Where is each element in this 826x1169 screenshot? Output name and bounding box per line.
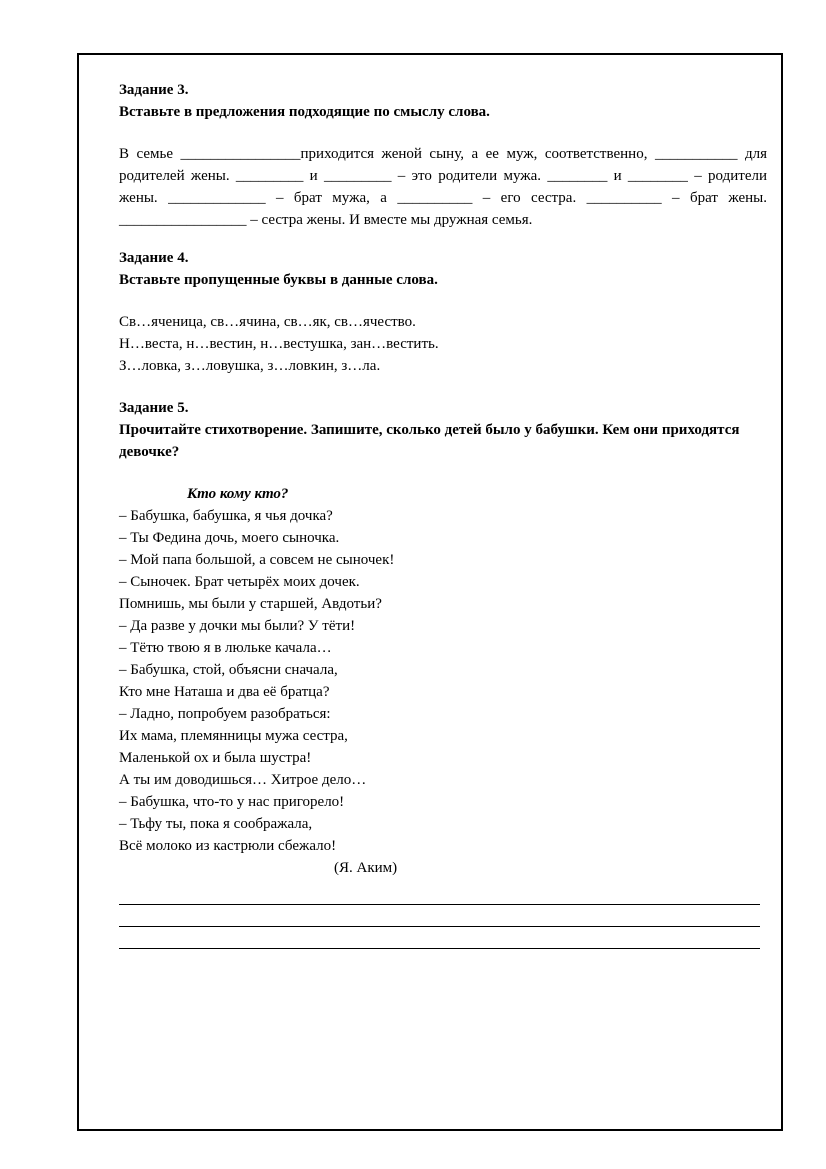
answer-line[interactable] [119,883,760,905]
worksheet [119,79,767,949]
poem-title: Кто кому кто? [187,486,289,502]
task3-title: Задание 3. [119,82,189,98]
task4-word-line: З…ловка, з…ловушка, з…ловкин, з…ла. [119,358,381,374]
poem-line: – Бабушка, бабушка, я чья дочка? [119,508,333,524]
poem-line: – Да разве у дочки мы были? У тёти! [119,618,356,634]
task3-text: В семье ________________приходится женой сыну, а ее муж, соответственно, ___________ для родителей жены. _________ и _________ – это родители мужа. ________ и ________ – родители жены. _____________ – брат мужа, а __________ – его сестра. __________ – брат жены. _________________ – сестра жены. И вместе мы дружная семья. [119,146,767,228]
poem-line: – Ладно, попробуем разобраться: [119,706,331,722]
poem-line: Кто мне Наташа и два её братца? [119,684,330,700]
poem-line: – Тьфу ты, пока я соображала, [119,816,313,832]
poem-line: – Ты Федина дочь, моего сыночка. [119,530,340,546]
poem-line: Помнишь, мы были у старшей, Авдотьи? [119,596,382,612]
task4-instruction: Вставьте пропущенные буквы в данные слова. [119,272,438,288]
task4-word-line: Н…веста, н…вестин, н…вестушка, зан…вестить. [119,336,439,352]
poem-author: (Я. Аким) [334,860,398,876]
poem-line: – Сыночек. Брат четырёх моих дочек. [119,574,360,590]
poem-line: – Бабушка, стой, объясни сначала, [119,662,338,678]
task5-title: Задание 5. [119,400,189,416]
answer-area [119,883,760,949]
answer-line[interactable] [119,905,760,927]
poem-line: Всё молоко из кастрюли сбежало! [119,838,337,854]
task4-title: Задание 4. [119,250,189,266]
answer-line[interactable] [119,927,760,949]
poem-line: Маленькой ох и была шустра! [119,750,312,766]
task5-instruction: Прочитайте стихотворение. Запишите, сколько детей было у бабушки. Кем они приходятся девочке? [119,422,740,460]
poem-line: – Бабушка, что-то у нас пригорело! [119,794,345,810]
poem-line: Их мама, племянницы мужа сестра, [119,728,348,744]
poem-line: – Тётю твою я в люльке качала… [119,640,332,656]
task3-instruction: Вставьте в предложения подходящие по смыслу слова. [119,104,490,120]
task4-word-line: Св…яченица, св…ячина, св…як, св…ячество. [119,314,416,330]
poem-line: А ты им доводишься… Хитрое дело… [119,772,367,788]
poem-line: – Мой папа большой, а совсем не сыночек! [119,552,395,568]
